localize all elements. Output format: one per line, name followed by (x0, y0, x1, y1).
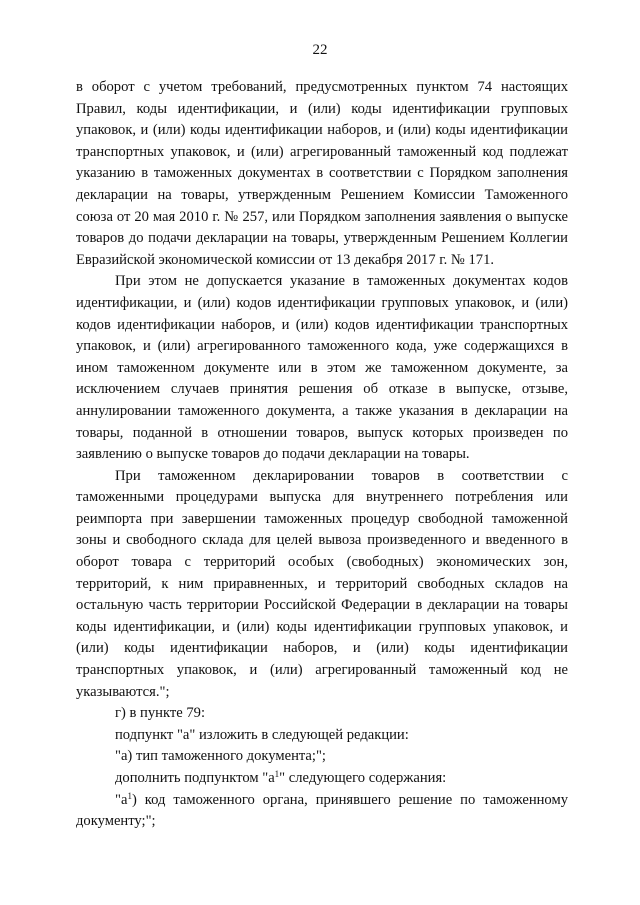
supplement-text-before: дополнить подпунктом "а (115, 770, 275, 786)
paragraph-subitem-a1-text (76, 790, 568, 833)
paragraph-subitem-a-text: "а) тип таможенного документа;"; (115, 748, 326, 765)
paragraph-item-g: г) в пункте 79: (115, 705, 205, 722)
a1-text-before: "а (115, 791, 128, 808)
paragraph-subitem-a-intro: подпункт "а" изложить в следующей редакции: (115, 726, 409, 743)
page-number: 22 (312, 42, 328, 58)
paragraph-continuation: в оборот с учетом требований, предусмотренных пунктом 74 настоящих Правил, коды идентификации, и (или) коды идентификации групповых упаковок, и (или) коды идентификации наборов, и (или) коды идентификации транспортных упаковок, и (или) агрегированный таможенный код подлежат указанию в таможенных документах в соответствии с Порядком заполнения декларации на товары, утвержденным Решением Комиссии Таможенного союза от 20 мая 2010 г. № 257, или Порядком заполнения заявления о выпуске товаров до подачи декларации на товары, утвержденным Решением Коллегии Евразийской экономической комиссии от 13 декабря 2017 г. № 171. (76, 79, 568, 268)
paragraph-supplement (76, 768, 568, 790)
paragraph-declaration: При таможенном декларировании товаров в соответствии с таможенными процедурами выпуска для внутреннего потребления или реимпорта при завершении таможенных процедур свободной таможенной зоны и свободного склада для целей вывоза произведенного и введенного в оборот товара с территорий особых (свободных) экономических зон, территорий, к ним приравненных, и территорий свободных складов на остальную часть территории Российской Федерации в декларации на товары коды идентификации, и (или) коды идентификации групповых упаковок, и (или) коды идентификации наборов, и (или) коды идентификации транспортных упаковок, и (или) агрегированный таможенный код не указываются."; (76, 467, 568, 700)
supplement-superscript: 1 (274, 769, 280, 779)
a1-text-after: ) код таможенного органа, принявшего решение по таможенному документу;"; (76, 791, 568, 830)
paragraph-prohibition: При этом не допускается указание в таможенных документах кодов идентификации, и (или) кодов идентификации групповых упаковок, и (или) кодов идентификации наборов, и (или) кодов идентификации транспортных упаковок, и (или) агрегированного таможенного кода, уже содержащихся в ином таможенном документе или в этом же таможенном документе, за исключением случаев принятия решения об отказе в выпуске, отзыве, аннулировании таможенного документа, а также указания в декларации на товары, поданной в отношении товаров, выпуск которых произведен по заявлению о выпуске товаров до подачи декларации на товары. (76, 273, 568, 463)
document-body (76, 77, 568, 833)
a1-superscript: 1 (127, 790, 132, 801)
supplement-text-after: " следующего содержания: (279, 770, 447, 786)
